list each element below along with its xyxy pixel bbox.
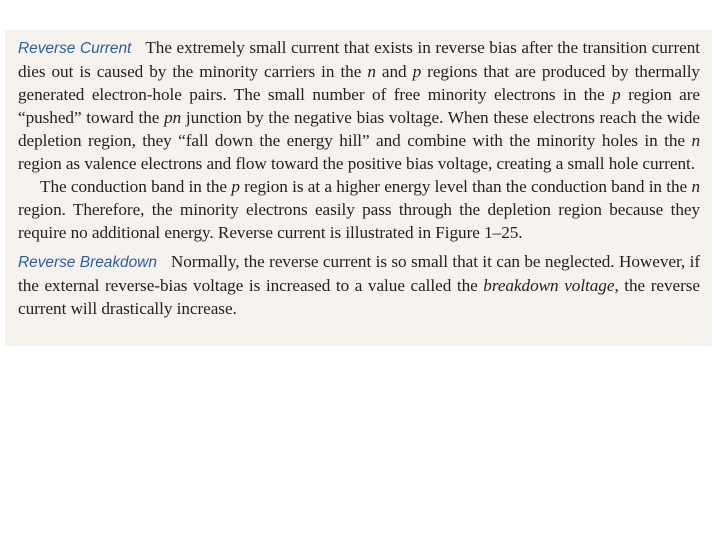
text-run: and: [375, 62, 413, 81]
italic-term: n: [691, 131, 700, 150]
italic-term: n: [367, 62, 376, 81]
reverse-current-paragraph: [18, 36, 700, 175]
text-run: region is at a higher energy level than the conduction band in the: [239, 177, 692, 196]
reverse-current-heading: Reverse Current: [18, 40, 132, 57]
text-run: junction by the negative bias voltage. When these electrons reach the wide depletion region, they “fall down the energy hill” and combine with the minority holes in the: [18, 108, 700, 150]
text-run: region are “pushed” toward the: [18, 85, 701, 127]
italic-term: pn: [164, 108, 182, 127]
text-run: , the reverse current will drastically increase.: [18, 276, 701, 318]
textbook-excerpt: [5, 30, 712, 346]
text-run: region. Therefore, the minority electrons easily pass through the depletion region because they require no additional energy. Reverse current is illustrated in Figure 1–25.: [18, 200, 700, 242]
text-run: region as valence electrons and flow toward the positive bias voltage, creating a small hole current.: [18, 154, 695, 173]
italic-term: p: [412, 62, 422, 81]
italic-term: p: [612, 85, 621, 104]
italic-term: n: [691, 177, 700, 196]
text-run: regions that are produced by thermally generated electron-hole pairs. The small number of free minority electrons in the: [18, 62, 700, 104]
italic-term: p: [231, 177, 240, 196]
text-run: The conduction band in the: [40, 177, 232, 196]
conduction-band-paragraph: [18, 175, 700, 244]
italic-term: breakdown voltage: [483, 276, 615, 295]
text-run: The extremely small current that exists in reverse bias after the transition current dies out is caused by the minority carriers in the: [18, 38, 700, 81]
reverse-breakdown-heading: Reverse Breakdown: [18, 254, 157, 271]
reverse-breakdown-paragraph: [18, 250, 700, 320]
text-run: Normally, the reverse current is so small that it can be neglected. However, if the external reverse-bias voltage is increased to a value called the: [18, 252, 700, 295]
